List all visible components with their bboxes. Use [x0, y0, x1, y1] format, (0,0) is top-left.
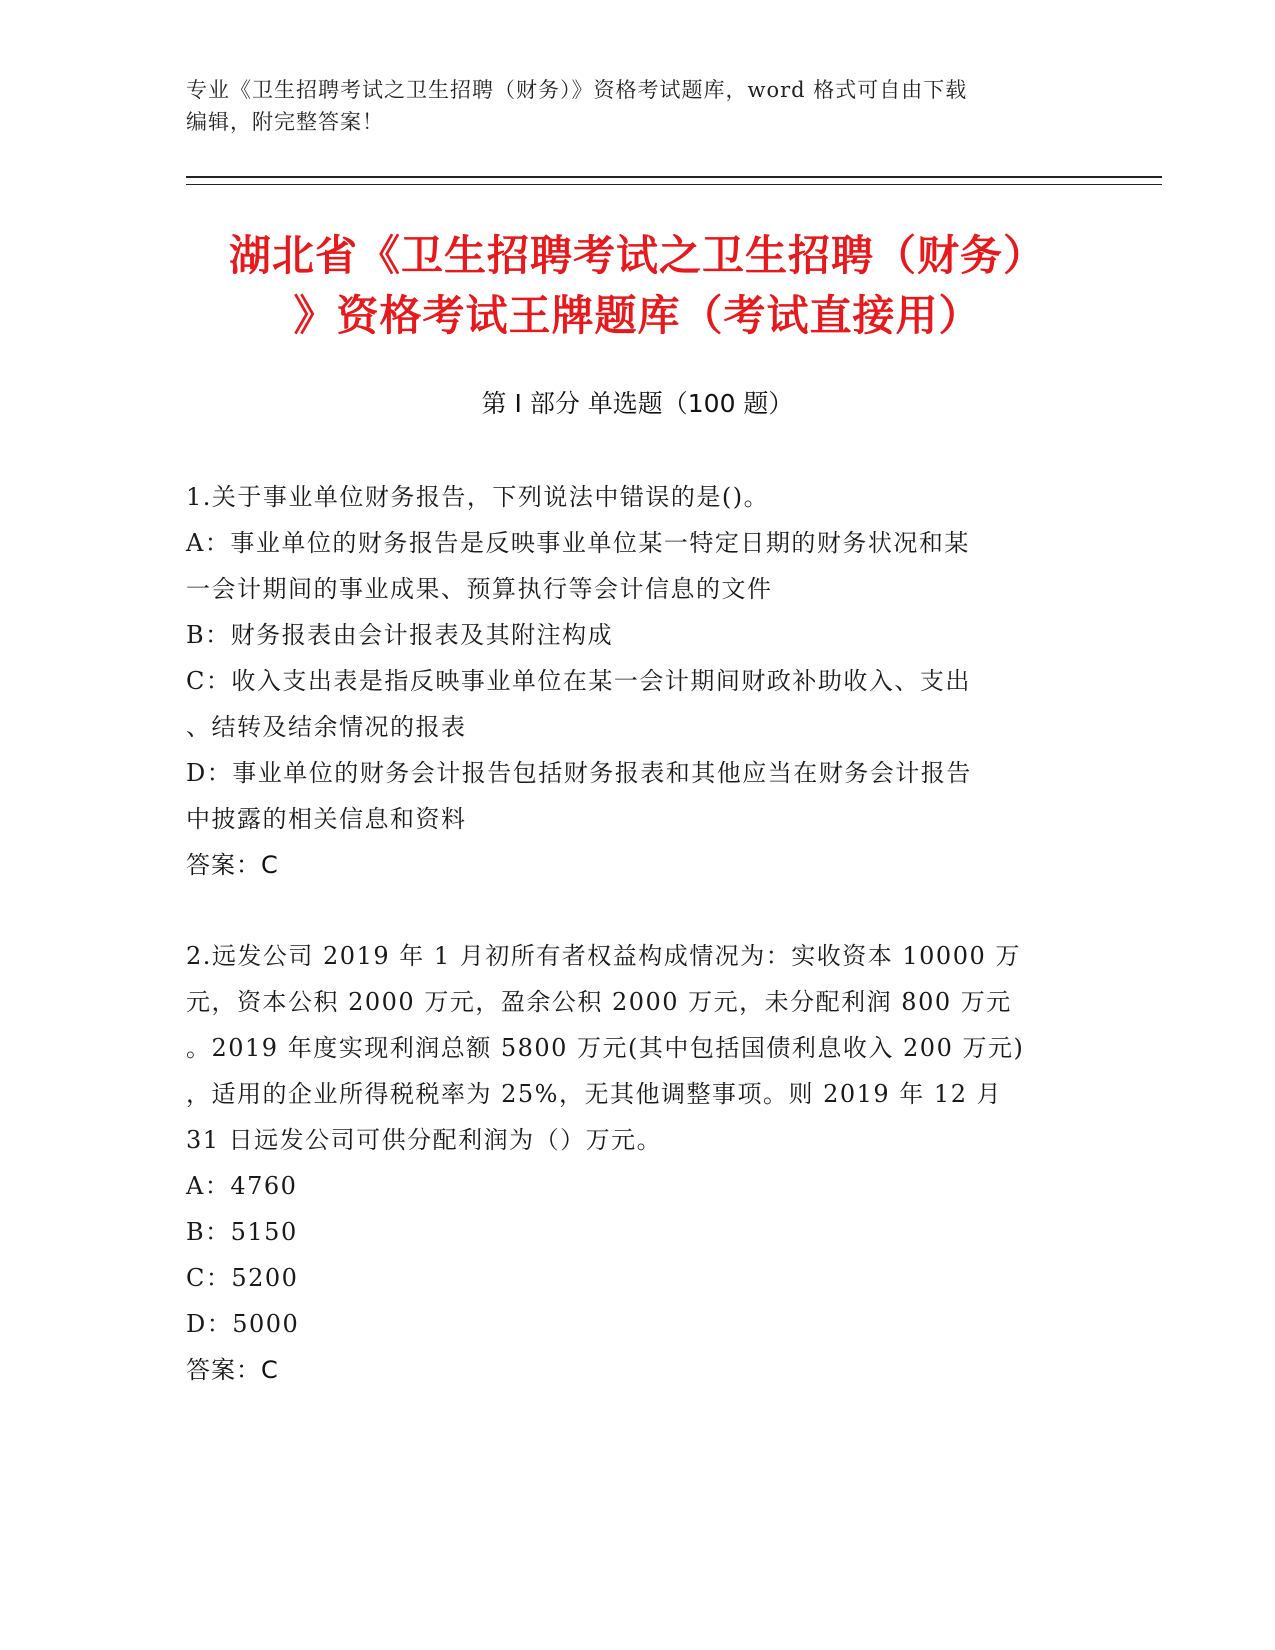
- option-a-continued: 一会计期间的事业成果、预算执行等会计信息的文件: [186, 575, 773, 603]
- option-d: D：事业单位的财务会计报告包括财务报表和其他应当在财务会计报告: [186, 759, 972, 787]
- question-stem: ，适用的企业所得税税率为 25%，无其他调整事项。则 2019 年 12 月: [186, 1080, 1003, 1108]
- document-title-line: 湖北省《卫生招聘考试之卫生招聘（财务）: [228, 231, 1046, 280]
- option-c: C：5200: [186, 1264, 299, 1292]
- header-divider: [186, 176, 1162, 185]
- document-title-line: 》资格考试王牌题库（考试直接用）: [293, 291, 982, 340]
- header-note-line: 专业《卫生招聘考试之卫生招聘（财务）》资格考试题库，word 格式可自由下载: [186, 78, 968, 102]
- question-stem: 1.关于事业单位财务报告，下列说法中错误的是()。: [186, 483, 770, 511]
- question-stem: 。2019 年度实现利润总额 5800 万元(其中包括国债利息收入 200 万元): [186, 1034, 1025, 1062]
- header-note-line: 编辑，附完整答案！: [186, 110, 384, 134]
- question-stem: 元，资本公积 2000 万元，盈余公积 2000 万元，未分配利润 800 万元: [186, 988, 1012, 1016]
- question-2: [186, 933, 1076, 1393]
- option-a: A：4760: [186, 1172, 298, 1200]
- document-title: [160, 226, 1115, 346]
- question-1: [186, 474, 1076, 888]
- option-b: B：5150: [186, 1218, 298, 1246]
- section-title: 第 I 部分 单选题（100 题）: [481, 389, 794, 418]
- option-c-continued: 、结转及结余情况的报表: [186, 713, 467, 741]
- answer-label: 答案：C: [186, 851, 279, 879]
- option-d-continued: 中披露的相关信息和资料: [186, 805, 467, 833]
- option-b: B：财务报表由会计报表及其附注构成: [186, 621, 614, 649]
- answer-label: 答案：C: [186, 1356, 279, 1384]
- option-a: A：事业单位的财务报告是反映事业单位某一特定日期的财务状况和某: [186, 529, 970, 557]
- option-c: C：收入支出表是指反映事业单位在某一会计期间财政补助收入、支出: [186, 667, 971, 695]
- option-d: D：5000: [186, 1310, 300, 1338]
- question-stem: 2.远发公司 2019 年 1 月初所有者权益构成情况为：实收资本 10000 万: [186, 942, 1021, 970]
- question-stem: 31 日远发公司可供分配利润为（）万元。: [186, 1126, 663, 1154]
- header-note: [186, 74, 1066, 138]
